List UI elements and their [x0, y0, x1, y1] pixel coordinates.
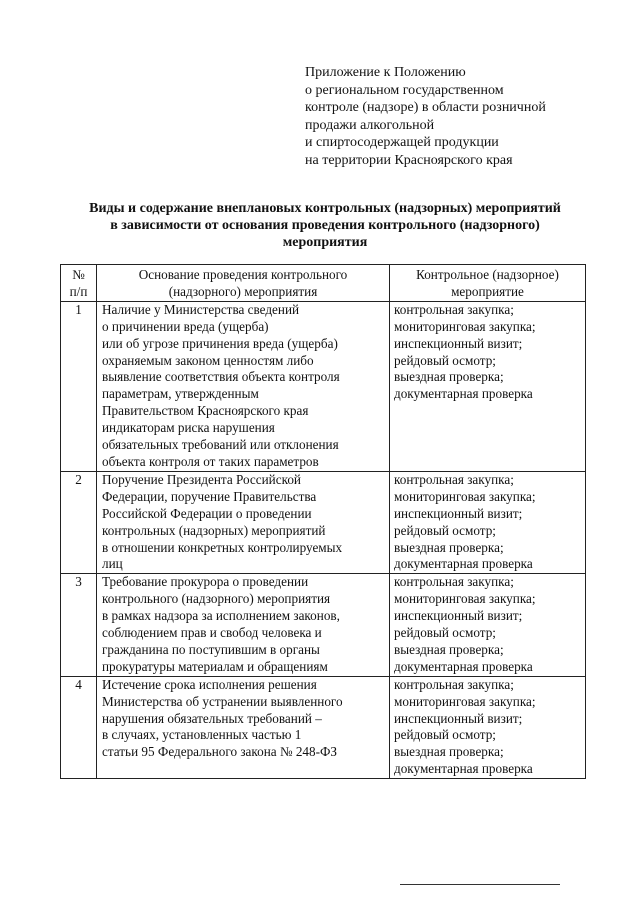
basis-line: контрольных (надзорных) мероприятий [102, 522, 326, 538]
basis-line: охраняемым законом ценностям либо [102, 352, 314, 368]
appendix-note [305, 64, 546, 169]
measure-item: рейдовый осмотр; [394, 727, 496, 743]
header-num-line: п/п [69, 283, 88, 299]
title-line: в зависимости от основания проведения контрольного (надзорного) [110, 218, 540, 233]
appendix-line: о региональном государственном [305, 82, 504, 98]
measure-item: инспекционный визит; [394, 608, 523, 624]
measure-item: выездная проверка; [394, 744, 504, 760]
measure-item: контрольная закупка; [394, 676, 514, 692]
basis-line: параметрам, утвержденным [102, 386, 259, 402]
measure-cell [390, 301, 586, 471]
measures-table [60, 264, 586, 779]
basis-line: Российской Федерации о проведении [102, 505, 312, 521]
basis-line: статьи 95 Федерального закона № 248-ФЗ [102, 744, 338, 760]
title-line: Виды и содержание внеплановых контрольных (надзорных) мероприятий [89, 201, 561, 216]
measure-item: выездная проверка; [394, 369, 504, 385]
measure-item: выездная проверка; [394, 641, 504, 657]
header-basis [97, 265, 390, 302]
basis-cell [97, 301, 390, 471]
basis-line: Федерации, поручение Правительства [102, 488, 317, 504]
row-number: 4 [61, 676, 97, 778]
row-number: 2 [61, 471, 97, 573]
measure-item: контрольная закупка; [394, 574, 514, 590]
document-title [60, 200, 590, 251]
table-row [61, 574, 586, 676]
measure-item: инспекционный визит; [394, 505, 523, 521]
measure-item: рейдовый осмотр; [394, 352, 496, 368]
measure-item: контрольная закупка; [394, 301, 514, 317]
table-row [61, 471, 586, 573]
table-body [61, 301, 586, 778]
header-num [61, 265, 97, 302]
basis-line: гражданина по поступившим в органы [102, 641, 320, 657]
header-measure-line: Контрольное (надзорное) [416, 267, 559, 282]
basis-cell [97, 471, 390, 573]
basis-line: контрольного (надзорного) мероприятия [102, 591, 331, 607]
measure-item: инспекционный визит; [394, 710, 523, 726]
basis-line: Правительством Красноярского края [102, 403, 309, 419]
basis-line: нарушения обязательных требований – [102, 710, 322, 726]
basis-cell [97, 676, 390, 778]
measure-item: документарная проверка [394, 761, 533, 777]
basis-cell [97, 574, 390, 676]
basis-line: Требование прокурора о проведении [102, 574, 309, 590]
header-measure [390, 265, 586, 302]
bottom-divider [400, 884, 560, 885]
basis-line: выявление соответствия объекта контроля [102, 369, 340, 385]
measure-item: выездная проверка; [394, 539, 504, 555]
measure-item: рейдовый осмотр; [394, 625, 496, 641]
basis-line: Наличие у Министерства сведений [102, 301, 300, 317]
basis-line: лиц [102, 556, 123, 572]
basis-line: объекта контроля от таких параметров [102, 453, 319, 469]
header-basis-line: (надзорного) мероприятия [168, 283, 318, 299]
basis-line: Истечение срока исполнения решения [102, 676, 317, 692]
measure-item: документарная проверка [394, 386, 533, 402]
basis-line: в отношении конкретных контролируемых [102, 539, 343, 555]
measure-item: документарная проверка [394, 658, 533, 674]
measure-cell [390, 471, 586, 573]
basis-line: в рамках надзора за исполнением законов, [102, 608, 340, 624]
measure-item: документарная проверка [394, 556, 533, 572]
basis-line: или об угрозе причинения вреда (ущерба) [102, 335, 338, 351]
measure-item: рейдовый осмотр; [394, 522, 496, 538]
measure-item: мониторинговая закупка; [394, 591, 536, 607]
measure-cell [390, 676, 586, 778]
basis-line: о причинении вреда (ущерба) [102, 318, 269, 334]
measure-item: мониторинговая закупка; [394, 318, 536, 334]
table-row [61, 676, 586, 778]
measure-item: инспекционный визит; [394, 335, 523, 351]
appendix-line: на территории Красноярского края [305, 152, 513, 168]
basis-line: в случаях, установленных частью 1 [102, 727, 302, 743]
header-num-line: № [72, 267, 85, 282]
measure-item: мониторинговая закупка; [394, 488, 536, 504]
appendix-line: продажи алкогольной [305, 117, 435, 133]
basis-line: Поручение Президента Российской [102, 471, 301, 487]
table-header-row [61, 265, 586, 302]
appendix-line: контроле (надзоре) в области розничной [305, 100, 546, 115]
measure-item: мониторинговая закупка; [394, 693, 536, 709]
header-measure-line: мероприятие [451, 283, 524, 299]
basis-line: индикаторам риска нарушения [102, 420, 275, 436]
basis-line: прокуратуры материалам и обращениям [102, 658, 328, 674]
header-basis-line: Основание проведения контрольного [138, 267, 348, 282]
title-line: мероприятия [282, 235, 368, 250]
row-number: 1 [61, 301, 97, 471]
measure-item: контрольная закупка; [394, 471, 514, 487]
basis-line: соблюдением прав и свобод человека и [102, 625, 322, 641]
table-row [61, 301, 586, 471]
basis-line: обязательных требований или отклонения [102, 437, 339, 453]
basis-line: Министерства об устранении выявленного [102, 693, 343, 709]
row-number: 3 [61, 574, 97, 676]
measure-cell [390, 574, 586, 676]
appendix-line: и спиртосодержащей продукции [305, 135, 499, 150]
appendix-line: Приложение к Положению [305, 65, 466, 80]
